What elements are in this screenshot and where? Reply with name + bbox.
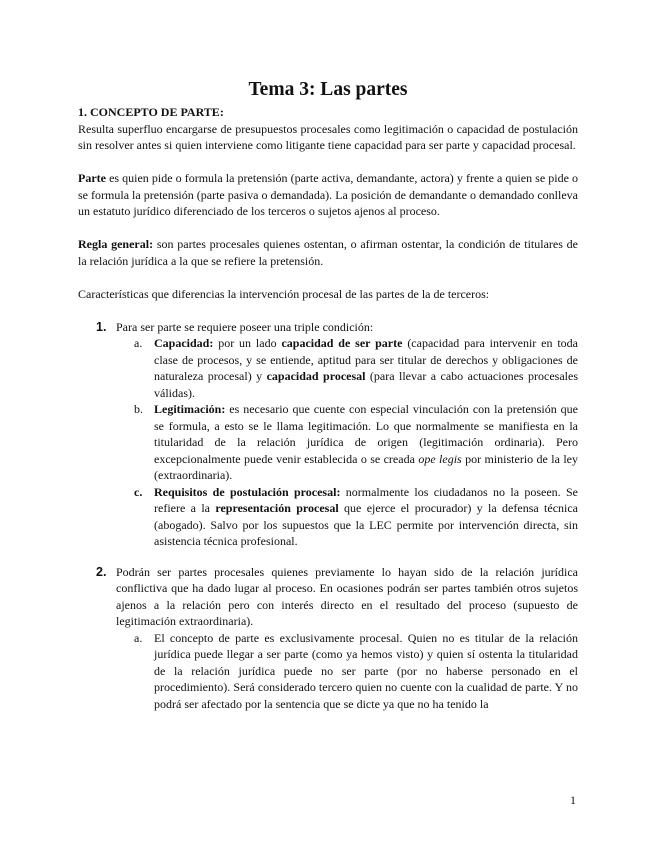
list-item-1-text: Para ser parte se requiere poseer una triple condición: <box>116 319 374 334</box>
term-parte: Parte <box>78 171 106 185</box>
page-title: Tema 3: Las partes <box>248 79 408 100</box>
list-item-2 <box>78 564 578 713</box>
section-heading: 1. CONCEPTO DE PARTE: <box>78 105 224 119</box>
term-regla-general: Regla general: <box>78 237 154 251</box>
sub-list <box>116 335 578 550</box>
list-item-1 <box>78 319 578 564</box>
term-ope-legis: ope legis <box>418 451 462 466</box>
sub-marker: a. <box>134 630 143 645</box>
paragraph-parte-text: es quien pide o formula la pretensión (parte activa, demandante, actora) y frente a quien se pide o se formula la pretensión (parte pasiva o demandada). La posición de demandante o demandado conlleva un estatuto jurídico diferenciado de los terceros o sujetos ajenos al proceso. <box>78 171 578 218</box>
paragraph-caracteristicas: Características que diferencias la intervención procesal de las partes de la de terceros: <box>78 286 490 301</box>
term-capacidad-procesal: capacidad procesal <box>266 369 366 383</box>
term-postulacion: Requisitos de postulación procesal: <box>154 484 341 499</box>
paragraph-regla-general <box>78 236 578 269</box>
sub-marker: a. <box>134 336 143 350</box>
sub-marker: c. <box>134 484 143 499</box>
sub-item-concepto: a. El concepto de parte es exclusivamente procesal. Quien no es titular de la relación jurídica puede llegar a ser parte (como ya hemos visto) y quien sí ostenta la titularidad de la relación jurídica puede no ser parte (por no haberse personado en el procedimiento). Será considerado tercero quien no cuente con la cualidad de parte. Y no podrá ser afectado por la sentencia que se dicte ya que no ha tenido la <box>134 630 578 711</box>
sub-item-capacidad: a. Capacidad: por un lado capacidad de ser parte (capacidad para intervenir en toda clase de procesos, y se entiende, aptitud para ser titular de derechos y obligaciones de naturaleza procesal) y capacidad procesal (para llevar a cabo actuaciones procesales válidas). <box>134 336 578 400</box>
term-capacidad-ser-parte: capacidad de ser parte <box>281 336 403 350</box>
term-representacion-procesal: representación procesal <box>215 501 339 515</box>
document-page <box>78 0 578 712</box>
numbered-list <box>78 319 578 713</box>
sub-item-postulacion: c. Requisitos de postulación procesal: normalmente los ciudadanos no la poseen. Se refiere a la representación procesal que ejerce el procurador) y la defensa técnica (abogado). Salvo por los supuestos que la LEC permite por intervención directa, sin asistencia técnica profesional. <box>134 484 579 548</box>
list-item-2-text: Podrán ser partes procesales quienes previamente lo hayan sido de la relación jurídica conflictiva que ha dado lugar al proceso. En ocasiones podrán ser partes también otros sujetos ajenos a la relación pero con interés directo en el resultado del proceso (supuesto de legitimación extraordinaria). <box>116 564 578 628</box>
paragraph-intro: Resulta superfluo encargarse de presupuestos procesales como legitimación o capacidad de postulación sin resolver antes si quien interviene como litigante tiene capacidad para ser parte y capacidad procesal. <box>78 121 578 152</box>
term-capacidad: Capacidad: <box>154 336 214 350</box>
list-marker: 1. <box>96 319 107 334</box>
paragraph-regla-text: son partes procesales quienes ostentan, o afirman ostentar, la condición de titulares de la relación jurídica a la que se refiere la pretensión. <box>78 237 578 268</box>
sub-list <box>116 630 578 713</box>
page-number: 1 <box>570 793 576 807</box>
sub-item-legitimacion: b. Legitimación: es necesario que cuente con especial vinculación con la pretensión que se formula, a esto se le llama legitimación. Lo que normalmente se manifiesta en la titularidad de la relación jurídica de origen (legitimación ordinaria). Pero excepcionalmente puede venir establecida o se creada ope legis por ministerio de la ley (extraordinaria). <box>134 402 578 482</box>
paragraph-parte <box>78 170 578 220</box>
list-marker: 2. <box>96 564 107 579</box>
term-legitimacion: Legitimación: <box>154 402 226 416</box>
sub-marker: b. <box>134 402 143 416</box>
